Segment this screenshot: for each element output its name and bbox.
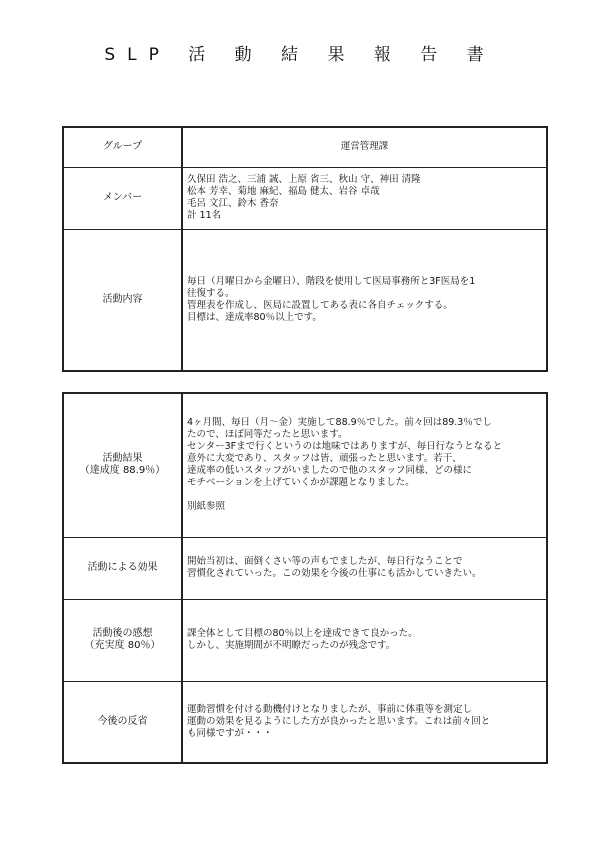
group-value: 運営管理課 — [182, 127, 547, 167]
effect-line: 開始当初は、面倒くさい等の声もでましたが、毎日行なうことで — [187, 556, 463, 567]
members-line: 久保田 浩之、三浦 誠、上原 省三、秋山 守、神田 清隆 — [187, 174, 421, 185]
reflection-line: 運動の効果を見るようにした方が良かったと思います。これは前々回と — [187, 715, 491, 727]
impression-label-fulfillment: （充実度 80％） — [84, 640, 161, 651]
result-line: センター3Fまで行くというのは地味ではありますが、毎日行なうとなると — [187, 441, 503, 453]
reflection-line: 運動習慣を付ける動機付けとなりましたが、事前に体重等を測定し — [187, 703, 473, 715]
activity-line: 管理表を作成し、医局に設置してある表に各自チェックする。 — [187, 299, 453, 311]
result-label-achievement: （達成度 88.9％） — [79, 465, 166, 477]
result-line: 4ヶ月間、毎日（月～金）実施して88.9％でした。前々回は89.3％でし — [187, 417, 492, 429]
reflection-label: 今後の反省 — [63, 681, 182, 763]
result-note: 別紙参照 — [187, 501, 226, 513]
overview-table — [62, 126, 548, 372]
result-line: 意外に大変であり、スタッフは皆、頑張ったと思います。若干、 — [187, 453, 462, 465]
impression-label-title: 活動後の感想 — [92, 628, 153, 639]
effect-line: 習慣化されていった。この効果を今後の仕事にも活かしていきたい。 — [187, 568, 482, 579]
activity-line: 毎日（月曜日から金曜日）、階段を使用して医局事務所と3F医局を1 — [187, 275, 476, 287]
result-line: たので、ほぼ同等だったと思います。 — [187, 429, 348, 441]
members-line: 毛呂 文江、鈴木 香奈 — [187, 198, 279, 209]
activity-line: 往復する。 — [187, 287, 235, 299]
results-table — [62, 392, 548, 764]
report-title: SLP 活 動 結 果 報 告 書 — [104, 45, 496, 65]
result-content — [182, 393, 547, 537]
impression-label — [63, 599, 182, 681]
members-list — [182, 167, 547, 229]
result-label — [63, 393, 182, 537]
activity-line: 目標は、達成率80％以上です。 — [187, 311, 322, 323]
members-line: 松本 芳幸、菊地 麻紀、福島 健太、岩谷 卓哉 — [187, 186, 380, 197]
impression-content — [182, 599, 547, 681]
members-label: メンバー — [63, 167, 182, 229]
effect-content — [182, 537, 547, 599]
impression-line: しかし、実施期間が不明瞭だったのが残念です。 — [187, 640, 396, 651]
result-label-title: 活動結果 — [102, 453, 143, 465]
group-label: グループ — [63, 127, 182, 167]
reflection-content — [182, 681, 547, 763]
effect-label: 活動による効果 — [63, 537, 182, 599]
result-line: 達成率の低いスタッフがいましたので他のスタッフ同様、どの様に — [187, 465, 473, 477]
spacer — [187, 489, 542, 501]
activity-label: 活動内容 — [63, 229, 182, 371]
reflection-line: も同様ですが・・・ — [187, 727, 273, 739]
activity-content — [182, 229, 547, 371]
result-line: モチベーションを上げていくかが課題となりました。 — [187, 477, 415, 489]
members-total: 計 11名 — [187, 210, 222, 221]
impression-line: 課全体として目標の80％以上を達成できて良かった。 — [187, 628, 418, 639]
